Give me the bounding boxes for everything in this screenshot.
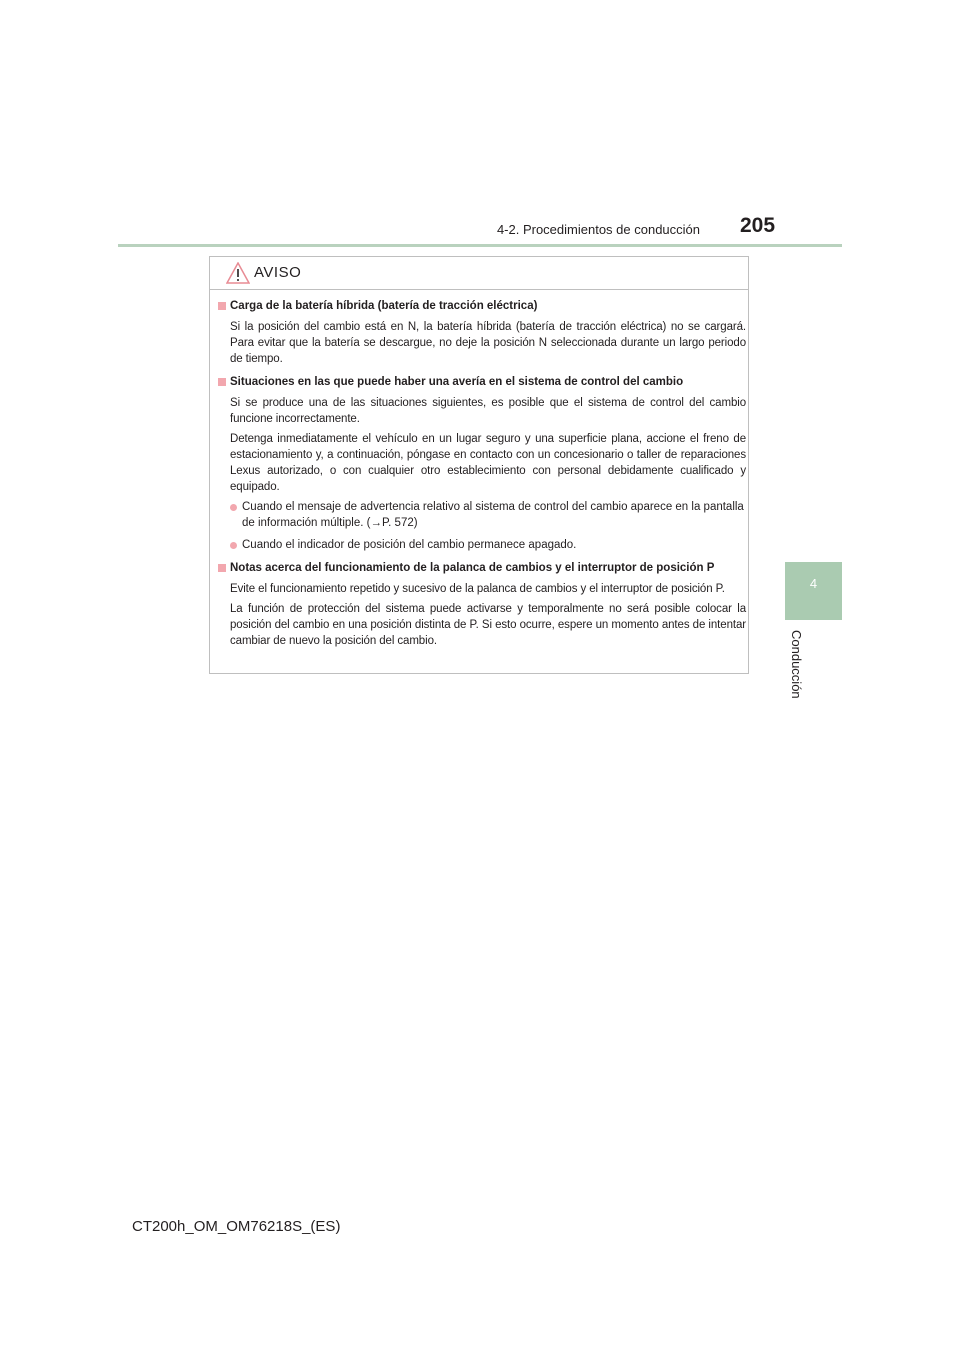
section-title-text: Notas acerca del funcionamiento de la palanca de cambios y el interruptor de posición P — [230, 562, 715, 574]
paragraph: Si se produce una de las situaciones siguientes, es posible que el sistema de control del cambio funcione incorrectamente. — [230, 397, 746, 425]
section-title — [218, 561, 746, 576]
warning-content — [218, 299, 746, 657]
running-header-section: 4-2. Procedimientos de conducción — [496, 222, 700, 237]
section-title — [218, 375, 746, 390]
warning-header — [210, 257, 748, 290]
paragraph: Evite el funcionamiento repetido y sucesivo de la palanca de cambios y el interruptor de posición P. — [230, 583, 725, 595]
list-item — [230, 537, 746, 553]
section-title-text: Situaciones en las que puede haber una avería en el sistema de control del cambio — [230, 376, 684, 388]
document-code: CT200h_OM_OM76218S_(ES) — [132, 1218, 341, 1235]
header-rule — [118, 244, 842, 247]
chapter-number: 4 — [809, 576, 818, 591]
dot-bullet-icon — [230, 504, 237, 511]
section-title — [218, 299, 746, 314]
warning-title: AVISO — [254, 264, 302, 281]
paragraph: La función de protección del sistema puede activarse y temporalmente no será posible colocar la posición del cambio en una posición distinta de P. Si esto ocurre, espere un momento antes de intentar cambiar de nuevo la posición del cambio. — [230, 603, 746, 647]
dot-bullet-icon — [230, 542, 237, 549]
warning-box — [209, 256, 749, 674]
paragraph: Detenga inmediatamente el vehículo en un lugar seguro y una superficie plana, accione el freno de estacionamiento y, a continuación, póngase en contacto con un concesionario o taller de reparaciones Lexus autorizado, o con cualquier otro establecimiento con personal debidamente cualificado y equipado. — [230, 433, 746, 493]
warning-triangle-icon — [226, 262, 250, 284]
warning-section — [218, 299, 746, 367]
warning-section — [218, 375, 746, 553]
warning-section — [218, 561, 746, 649]
page-number: 205 — [740, 214, 776, 237]
square-bullet-icon — [218, 378, 226, 386]
paragraph: Si la posición del cambio está en N, la batería híbrida (batería de tracción eléctrica) no se cargará. Para evitar que la batería se descargue, no deje la posición N seleccionada durante un largo periodo de tiempo. — [230, 321, 746, 365]
square-bullet-icon — [218, 302, 226, 310]
chapter-label: Conducción — [789, 630, 804, 699]
list-item-text: Cuando el mensaje de advertencia relativo al sistema de control del cambio aparece en la pantalla de información múltiple. (→P. 572) — [242, 501, 744, 529]
list-item-text: Cuando el indicador de posición del cambio permanece apagado. — [242, 539, 577, 551]
section-title-text: Carga de la batería híbrida (batería de tracción eléctrica) — [230, 300, 538, 312]
square-bullet-icon — [218, 564, 226, 572]
list-item — [230, 499, 746, 531]
chapter-tab — [785, 562, 842, 620]
